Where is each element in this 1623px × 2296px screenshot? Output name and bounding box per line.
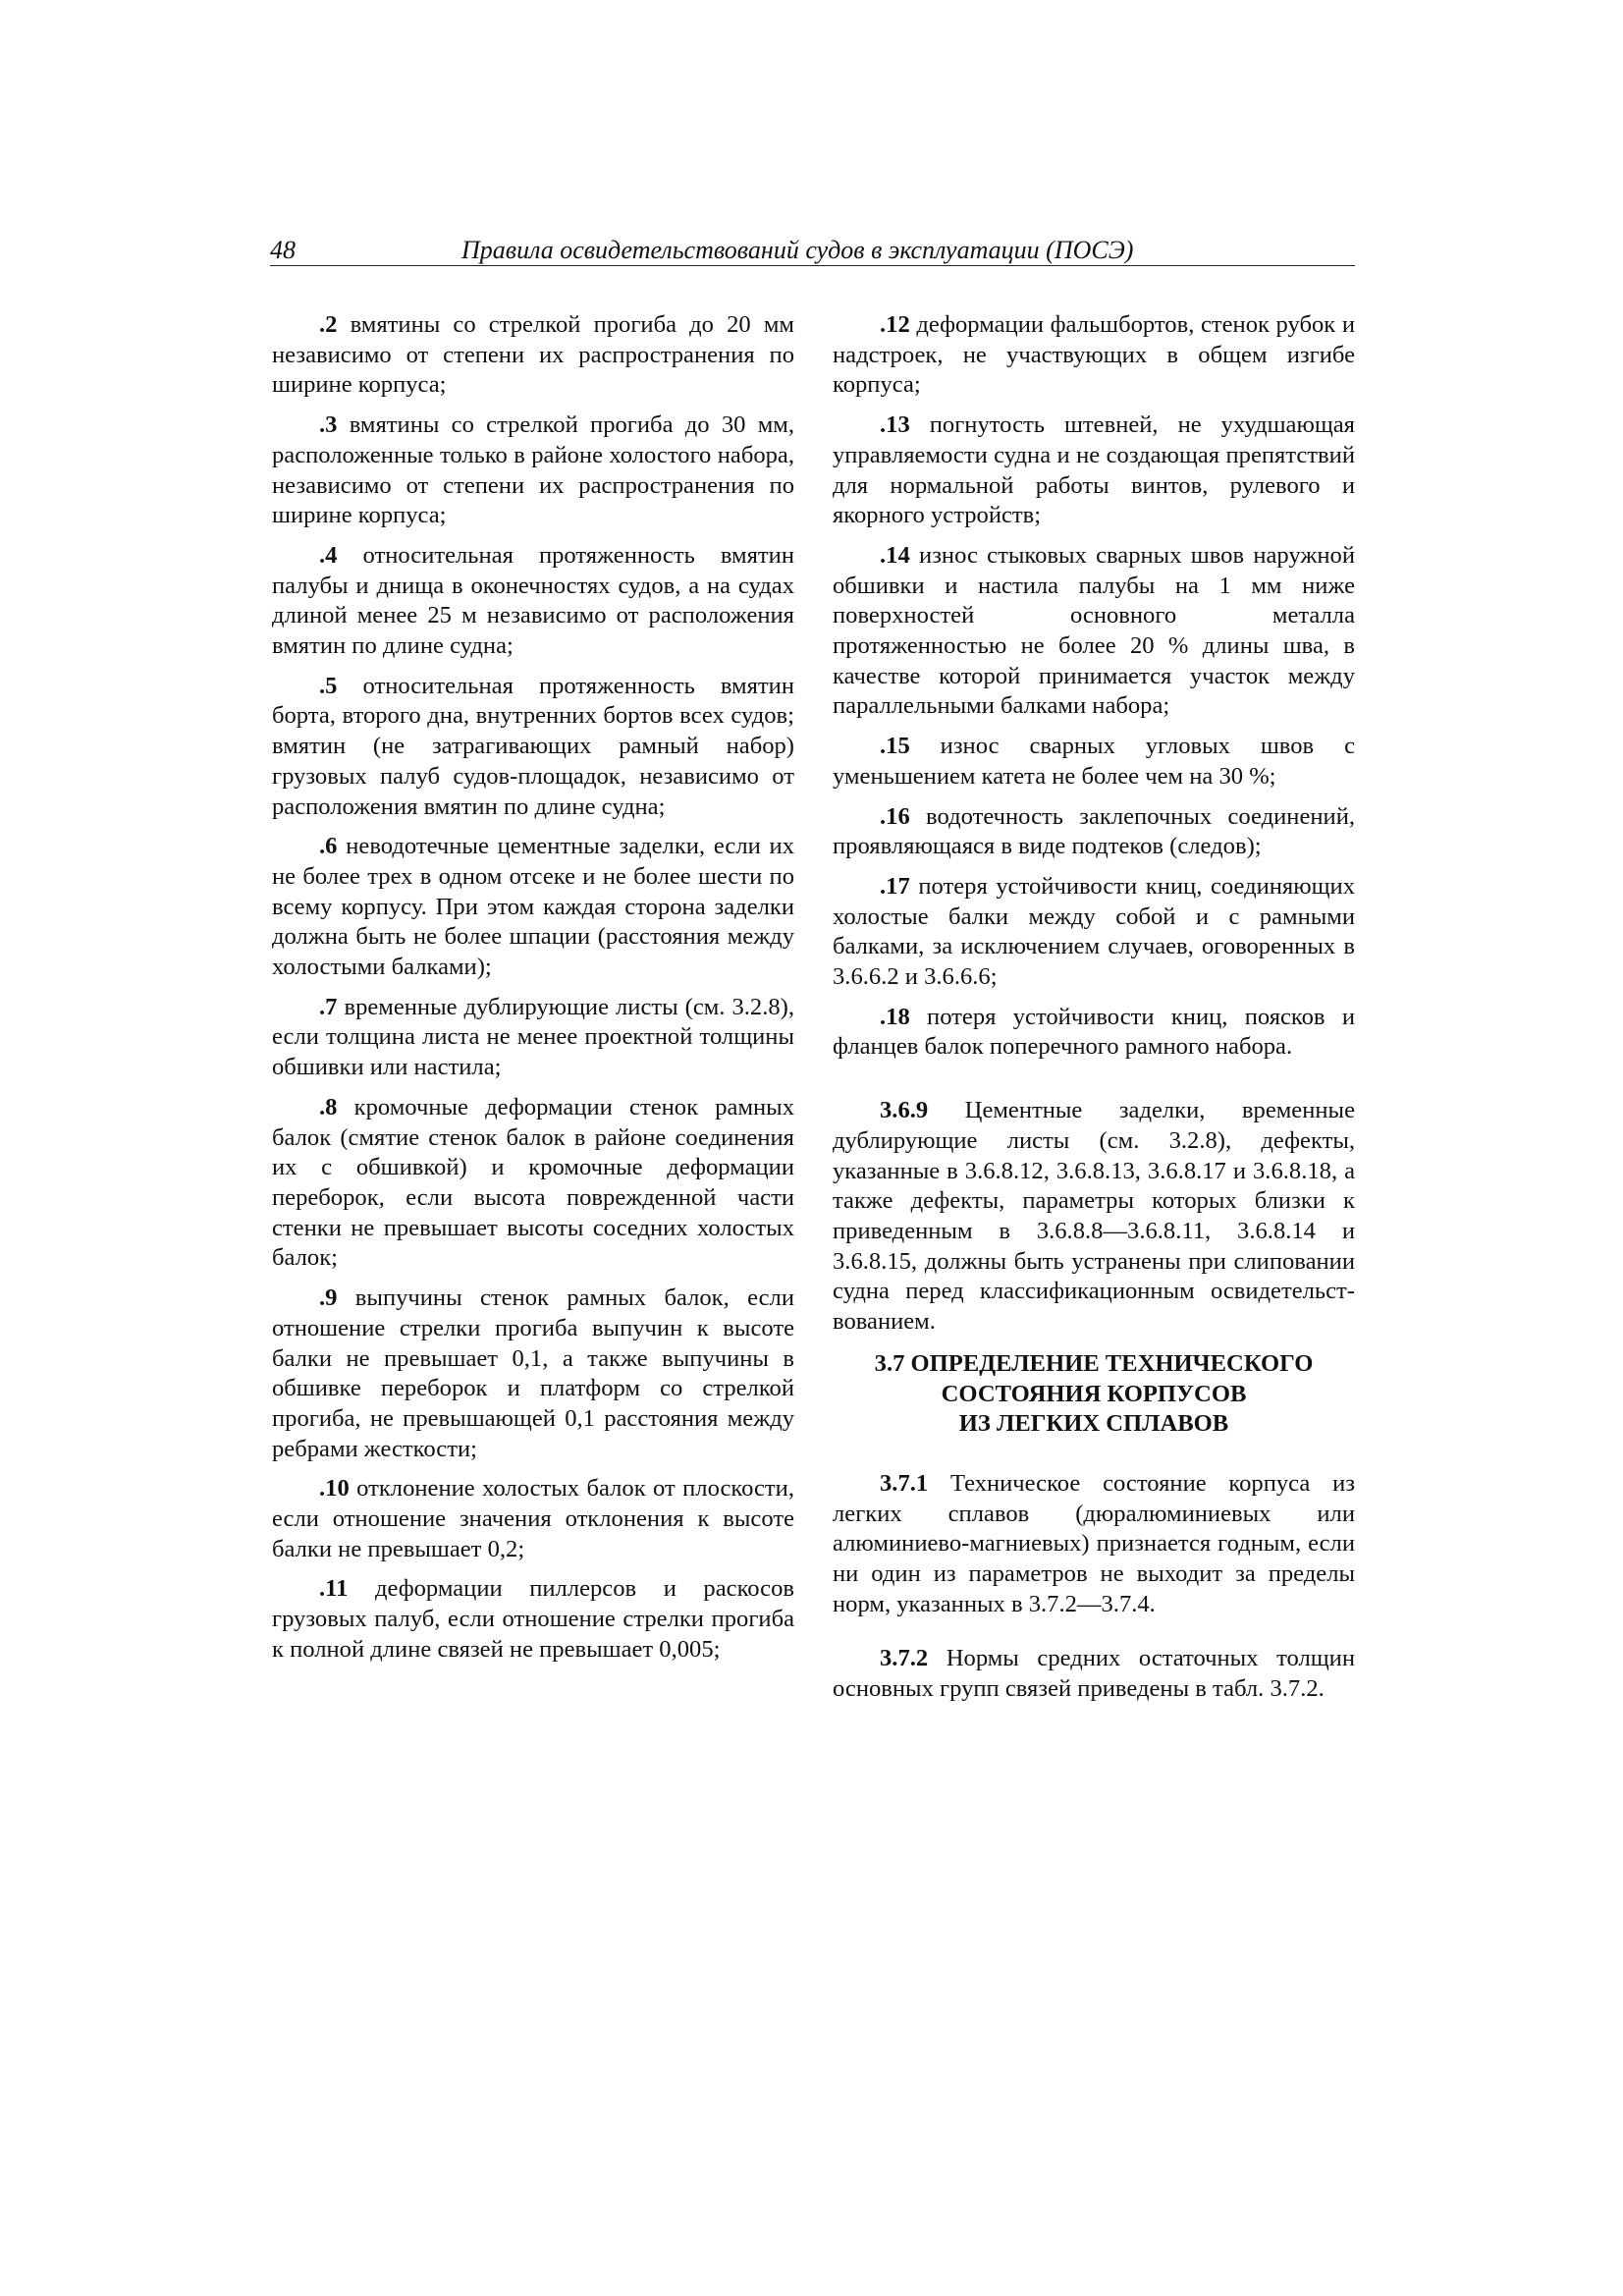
item-text: износ сварных угловых швов с уменьшением катета не более чем на 30 %; — [833, 733, 1355, 790]
section-heading-line: СОСТОЯНИЯ КОРПУСОВ — [941, 1380, 1247, 1407]
page-number: 48 — [270, 236, 296, 264]
paragraph-3-7-1 — [833, 1469, 1355, 1620]
section-heading-line: 3.7 ОПРЕДЕЛЕНИЕ ТЕХНИЧЕСКОГО — [874, 1349, 1314, 1377]
item-number: .3 — [319, 411, 338, 439]
item-text: погнутость штевней, не ухудшающая управляемости судна и не создающая препятствий для нормальной работы винтов, рулевого и якорного устройств; — [833, 411, 1355, 529]
item-text: временные дублирующие листы (см. 3.2.8), если толщина листа не менее проектной толщины обшивки или настила; — [272, 993, 794, 1081]
item-number: .6 — [319, 833, 338, 860]
item-text: потеря устойчивости книц, поясков и фланцев балок поперечного рамного набора. — [833, 1003, 1355, 1061]
paragraph-number: 3.7.1 — [880, 1469, 929, 1497]
item-number: .5 — [319, 672, 338, 699]
paragraph-text: Техническое состояние корпуса из легких сплавов (дюралюминиевых или алюминиево-магниевых) признается годным, если ни один из параметров не выходит за пределы норм, указанных в 3.7.2—3.7.4. — [833, 1469, 1355, 1617]
list-item — [833, 310, 1355, 401]
paragraph-3-7-2 — [833, 1644, 1355, 1704]
list-item — [833, 1003, 1355, 1063]
section-heading-line: ИЗ ЛЕГКИХ СПЛАВОВ — [958, 1410, 1229, 1438]
item-number: .7 — [319, 993, 338, 1020]
list-item — [272, 1284, 794, 1464]
list-item — [833, 732, 1355, 792]
list-item — [272, 310, 794, 401]
spacer — [833, 1072, 1355, 1096]
item-text: деформации фальшбортов, стенок рубок и надстроек, не участвующих в общем изгибе корпуса; — [833, 311, 1355, 399]
item-text: относительная протяженность вмятин борта, второго дна, внутренних бортов всех судов; вмятин (не затрагивающих рамный набор) грузовых палуб судов-площадок, независимо от расположения вмятин по длине судна; — [272, 672, 794, 820]
list-item — [833, 541, 1355, 722]
item-number: .11 — [319, 1575, 349, 1603]
list-item — [272, 410, 794, 531]
paragraph-number: 3.6.9 — [880, 1097, 929, 1124]
list-item — [272, 1093, 794, 1274]
list-item — [272, 832, 794, 983]
paragraph-text: Цементные заделки, временные дублирующие листы (см. 3.2.8), дефекты, указанные в 3.6.8.12, 3.6.8.13, 3.6.8.17 и 3.6.8.18, а также дефекты, параметры которых близки к приведенным в 3.6.8.8—3.6.8.11, 3.6.8.14 и 3.6.8.15, должны быть устранены при слиповании судна перед классификационным освидетельствованием. — [833, 1097, 1355, 1336]
list-item — [272, 1574, 794, 1665]
paragraph-text: Нормы средних остаточных толщин основных групп связей приведены в табл. 3.7.2. — [833, 1645, 1355, 1703]
item-text: потеря устойчивости книц, соединяющих холостые балки между собой и с рамными балками, за исключением случаев, оговоренных в 3.6.6.2 и 3.6.6.6; — [833, 872, 1355, 991]
list-item — [272, 1474, 794, 1564]
list-item — [272, 541, 794, 662]
paragraph-number: 3.7.2 — [880, 1645, 929, 1672]
paragraph-3-6-9 — [833, 1096, 1355, 1338]
running-title: Правила освидетельствований судов в эксплуатации (ПОСЭ) — [461, 236, 1134, 264]
item-number: .18 — [880, 1003, 910, 1030]
list-item — [272, 672, 794, 823]
section-heading-3-7 — [833, 1349, 1355, 1440]
header-rule — [270, 265, 1355, 266]
item-number: .13 — [880, 411, 910, 439]
item-number: .15 — [880, 733, 910, 760]
item-number: .14 — [880, 541, 910, 569]
item-text: деформации пиллерсов и раскосов грузовых палуб, если отношение стрелки прогиба к полной длине связей не превышает 0,005; — [272, 1575, 794, 1663]
left-column — [272, 310, 794, 1675]
item-text: относительная протяженность вмятин палубы и днища в оконечностях судов, а на судах длиной менее 25 м независимо от расположения вмятин по длине судна; — [272, 541, 794, 660]
item-text: выпучины стенок рамных балок, если отношение стрелки прогиба выпучин к высоте балки не превышает 0,1, а также выпучины в обшивке переборок и платформ со стрелкой прогиба, не превышающей 0,1 расстояния между ребрами жесткости; — [272, 1285, 794, 1462]
item-number: .12 — [880, 311, 910, 338]
list-item — [833, 410, 1355, 531]
item-text: водотечность заклепочных соединений, проявляющаяся в виде подтеков (следов); — [833, 802, 1355, 860]
spacer — [833, 1630, 1355, 1644]
list-item — [833, 802, 1355, 862]
item-number: .4 — [319, 541, 338, 569]
item-number: .9 — [319, 1285, 338, 1312]
right-column — [833, 310, 1355, 1716]
item-text: вмятины со стрелкой прогиба до 20 мм независимо от степени их распространения по ширине корпуса; — [272, 311, 794, 399]
list-item — [272, 993, 794, 1083]
item-text: вмятины со стрелкой прогиба до 30 мм, расположенные только в районе холостого набора, независимо от степени их распространения по ширине корпуса; — [272, 411, 794, 529]
running-head — [270, 234, 1355, 267]
item-number: .8 — [319, 1093, 338, 1121]
item-number: .2 — [319, 311, 338, 338]
item-text: отклонение холостых балок от плоскости, если отношение значения отклонения к высоте балки не превышает 0,2; — [272, 1475, 794, 1562]
item-number: .16 — [880, 802, 910, 830]
item-text: износ стыковых сварных швов наружной обшивки и настила палубы на 1 мм ниже поверхностей основного металла протяженностью не более 20 % длины шва, в качестве которой принимается участок между параллельными балками набора; — [833, 541, 1355, 720]
list-item — [833, 872, 1355, 993]
item-number: .10 — [319, 1475, 350, 1503]
item-text: кромочные деформации стенок рамных балок (смятие стенок балок в районе соединения их с обшивкой) и кромочные деформации переборок, если высота поврежденной части стенки не превышает высоты соседних холостых балок; — [272, 1093, 794, 1272]
item-number: .17 — [880, 872, 910, 900]
item-text: неводотечные цементные заделки, если их не более трех в одном отсеке и не более шести по всему корпусу. При этом каждая сторона заделки должна быть не более шпации (расстояния между холостыми балками); — [272, 833, 794, 981]
